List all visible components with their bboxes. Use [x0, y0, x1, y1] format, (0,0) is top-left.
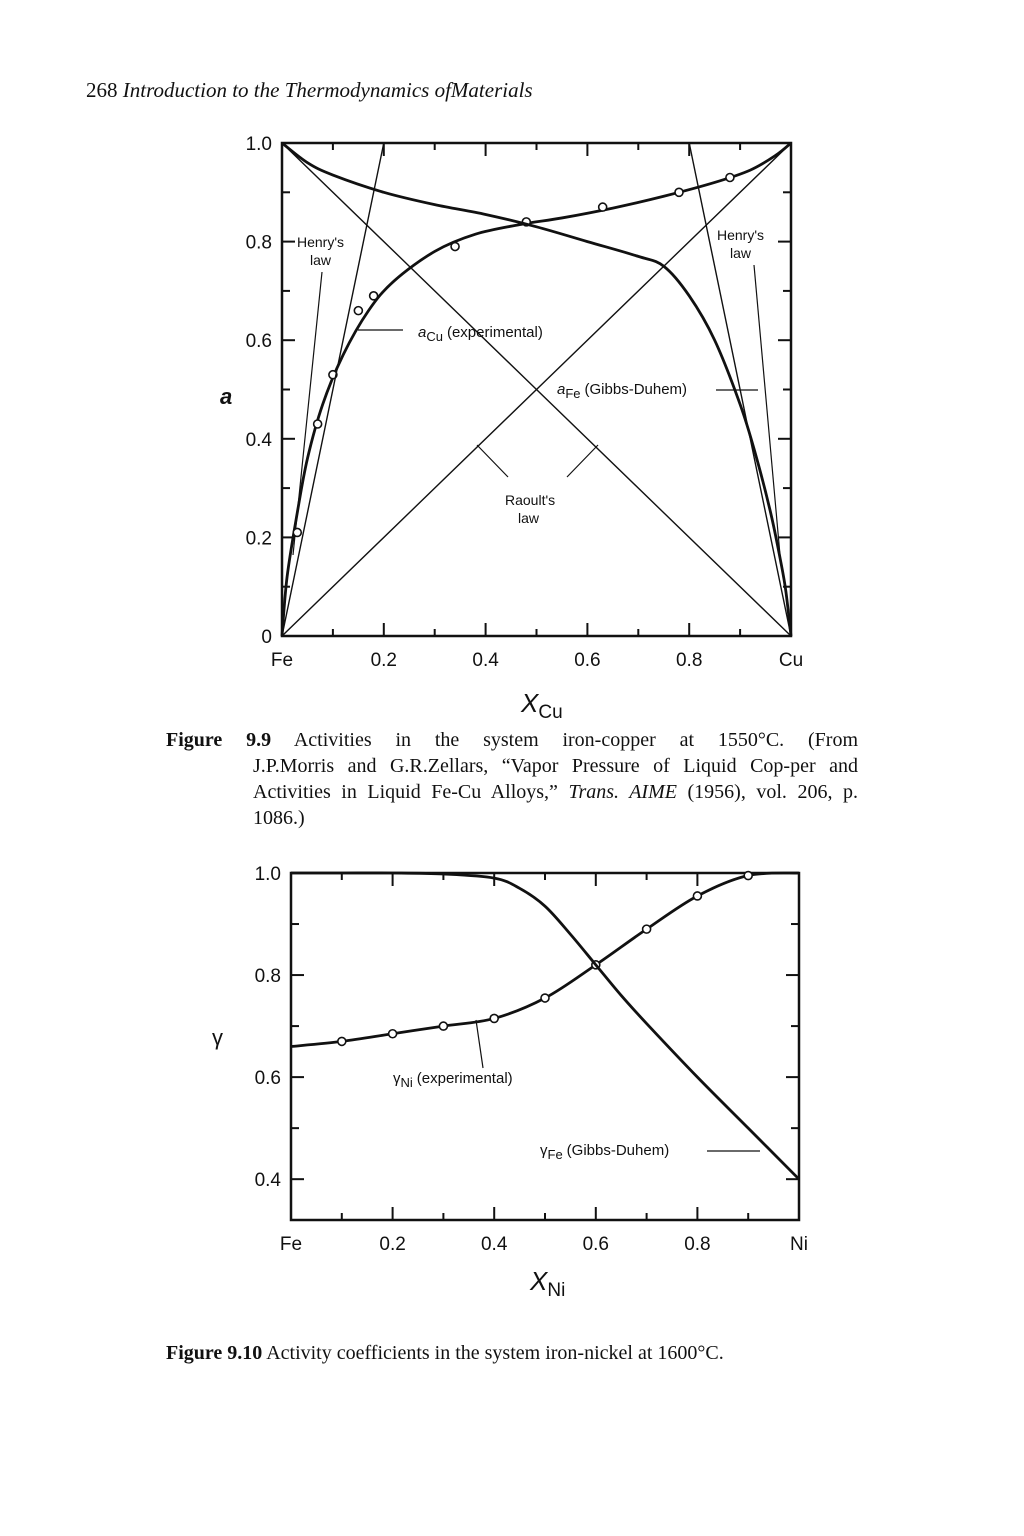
f2-series-group	[291, 872, 799, 1180]
f2-gni-label: γNi (experimental)	[393, 1070, 513, 1090]
f2--ni-experimental-points-point	[439, 1022, 447, 1030]
f2--ni-experimental-points-point	[338, 1037, 346, 1045]
f2--ni-experimental-points-point	[490, 1014, 498, 1022]
page-number: 268	[86, 78, 118, 102]
f1-y-axis-label: a	[220, 384, 233, 409]
f1-y-tick-label: 0.2	[245, 528, 272, 550]
f2-y-tick-label: 0.6	[254, 1068, 281, 1090]
f2-tick-marks	[291, 873, 799, 1220]
f2--fe-gibbs-duhem-line	[291, 873, 799, 1179]
f1-y-tick-label: 0.6	[245, 331, 272, 353]
f1-x-tick-label: 0.4	[472, 650, 499, 671]
f1-a-cu-experimental-points-point	[451, 243, 459, 251]
f2-x-tick-label: 0.6	[582, 1234, 610, 1255]
f1-y-tick-label: 1.0	[245, 134, 272, 155]
f1-henry-s-law-fe-line	[689, 143, 791, 636]
f1-raoult-label-2: law	[518, 510, 540, 526]
f1-henry-left-label-1: Henry's	[297, 234, 345, 250]
f2--ni-experimental-points-point	[693, 892, 701, 900]
f2--ni-experimental-points-point	[744, 872, 752, 880]
book-title: Introduction to the Thermodynamics ofMaterials	[122, 78, 533, 102]
f1-series-group	[282, 143, 791, 636]
f1-a-cu-experimental-points-point	[354, 307, 362, 315]
f2-y-tick-labels	[255, 864, 282, 1191]
f2-y-tick-label: 0.8	[254, 966, 281, 988]
figure-9-10-chart	[212, 864, 808, 1301]
f2-gni-leader	[476, 1020, 483, 1068]
f2-x-tick-label: 0.8	[684, 1234, 711, 1255]
f2--ni-experimental-points-point	[541, 994, 549, 1002]
f1-afe-label: aFe (Gibbs-Duhem)	[557, 381, 688, 401]
f1-henry-right-label-2: law	[730, 245, 752, 261]
f2-y-axis-label: γ	[212, 1025, 223, 1050]
f2--ni-experimental-points-point	[389, 1030, 397, 1038]
f2--ni-experimental-line	[291, 873, 799, 1047]
f2-x-tick-label: 0.2	[379, 1234, 406, 1255]
f1-raoult-leader-left	[477, 445, 508, 477]
figure-9-9-caption-rest-a: J.P.Morris and G.R.Zellars, “Vapor Pressure of Liquid Cop-per and Activities in Liquid Fe-Cu Alloys,”	[253, 755, 858, 803]
f1-a-cu-experimental-points-point	[293, 528, 301, 536]
f2-x-axis-label: $X_{Ni}$	[530, 1266, 566, 1301]
f1-x-tick-label: 0.6	[574, 650, 601, 671]
f2-x-tick-label: 0.4	[480, 1234, 508, 1255]
f1-y-tick-label: 0	[261, 627, 272, 648]
f1-a-cu-experimental-points-point	[675, 188, 683, 196]
f2-gfe-label: γFe (Gibbs-Duhem)	[540, 1142, 670, 1162]
figure-9-10-caption	[166, 1340, 866, 1366]
f2-y-tick-label: 1.0	[254, 864, 281, 885]
f1-acu-label: aCu (experimental)	[418, 324, 543, 344]
figure-9-10-caption-text: Activity coefficients in the system iron-nickel at 1600°C.	[262, 1342, 724, 1364]
figure-9-9-caption-journal: Trans. AIME	[568, 781, 677, 803]
f1-x-tick-label: Fe	[270, 650, 294, 671]
f2--ni-experimental-points-point	[643, 925, 651, 933]
figure-9-9-caption-line1: Activities in the system iron-copper at 1550°C. (From	[293, 729, 859, 751]
f2-x-tick-label: Ni	[790, 1234, 808, 1255]
f1-henry-right-label-1: Henry's	[717, 227, 765, 243]
figure-9-10-label: Figure 9.10	[166, 1342, 263, 1364]
f1-x-tick-label: 0.8	[675, 650, 703, 671]
f1-henry-s-law-cu-line	[282, 143, 384, 636]
f1-x-tick-label: 0.2	[370, 650, 398, 671]
f2-x-tick-labels	[280, 1234, 808, 1255]
f1-raoult-leader-right	[567, 445, 598, 477]
figure-9-9-caption-rest-b: (1956), vol. 206, p. 1086.)	[253, 781, 858, 829]
f1-henry-right-leader	[754, 265, 780, 555]
f2-y-tick-label: 0.4	[254, 1170, 281, 1192]
f2-plot-frame	[291, 873, 799, 1220]
f1-a-cu-experimental-points-point	[726, 174, 734, 182]
f1-raoult-label-1: Raoult's	[505, 492, 556, 508]
f2-x-tick-label: Fe	[279, 1234, 303, 1255]
figure-9-9-caption	[166, 727, 858, 831]
figure-9-9-label: Figure 9.9	[166, 729, 272, 751]
f1-x-tick-labels	[271, 650, 803, 671]
f1-a-cu-experimental-points-point	[599, 203, 607, 211]
f1-x-tick-label: Cu	[778, 650, 804, 671]
f1-a-cu-experimental-points-point	[314, 420, 322, 428]
f1-y-tick-labels	[246, 134, 273, 648]
f1-henry-left-label-2: law	[310, 252, 332, 268]
f1-y-tick-label: 0.4	[245, 429, 272, 451]
f1-y-tick-label: 0.8	[245, 232, 272, 254]
f1-x-axis-label: $X_{Cu}$	[521, 688, 563, 723]
f1-a-cu-experimental-points-point	[370, 292, 378, 300]
